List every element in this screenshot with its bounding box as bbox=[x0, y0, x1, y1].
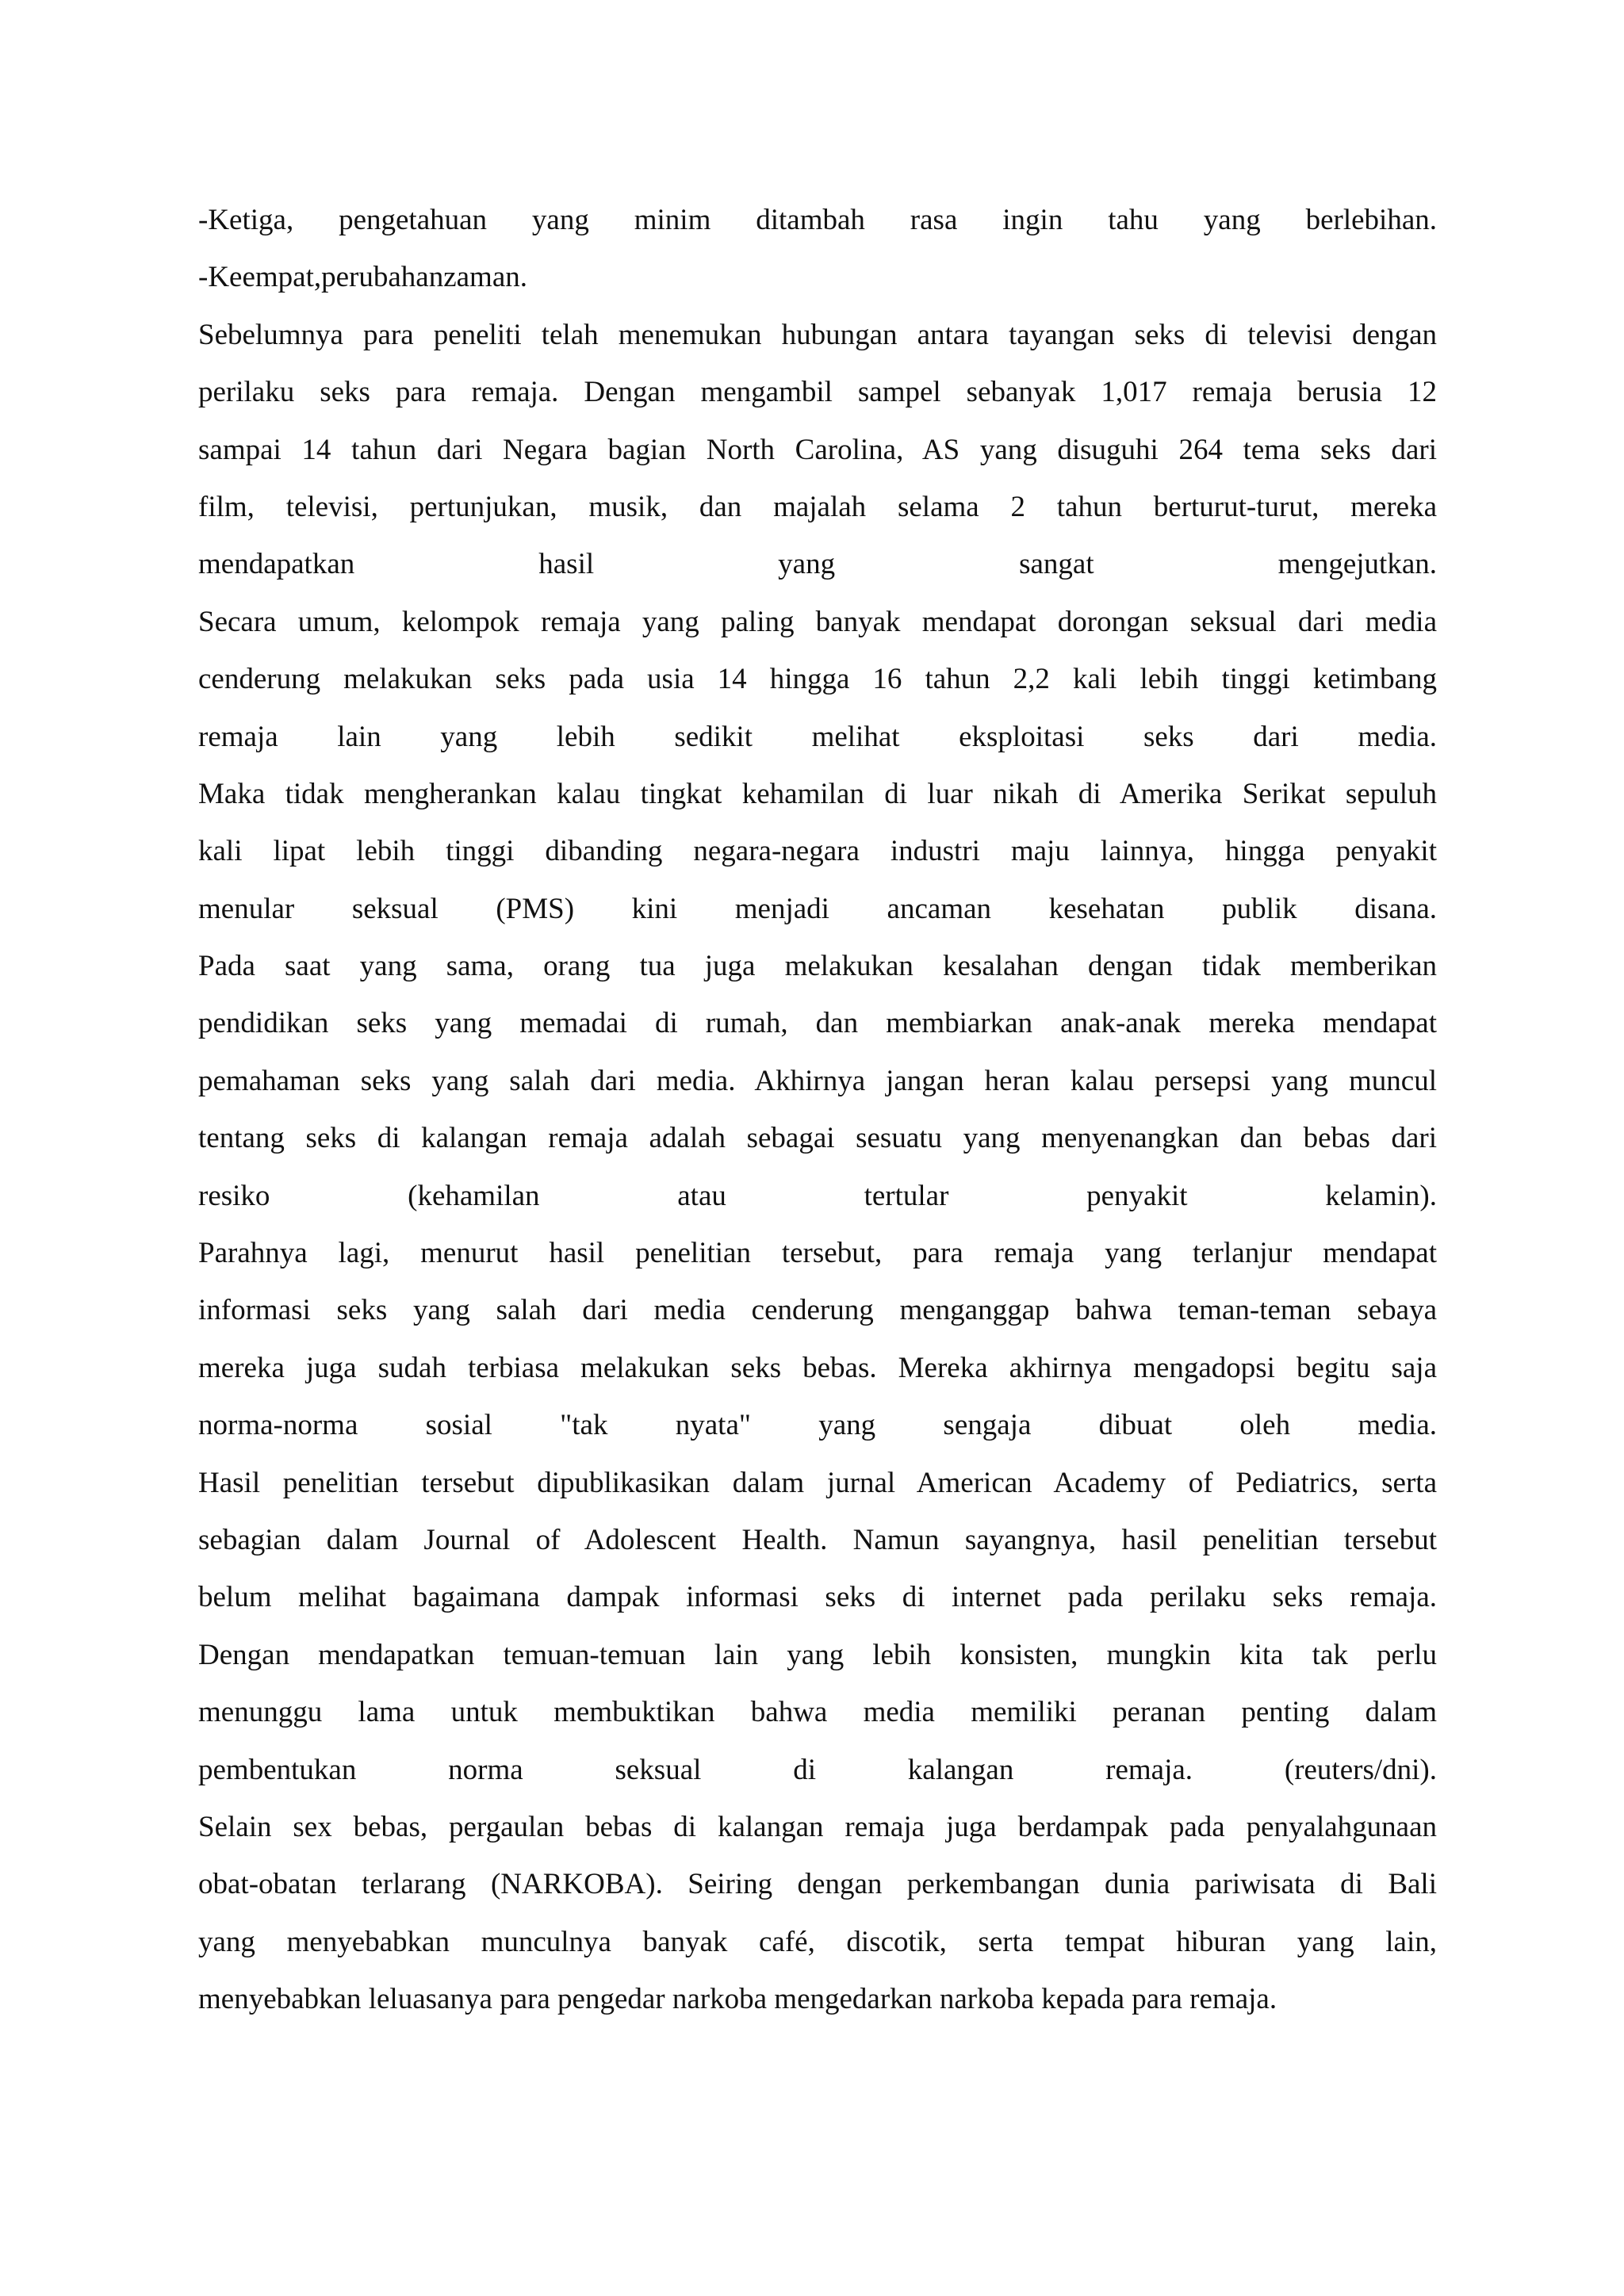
text-line: Hasil penelitian tersebut dipublikasikan dalam jurnal American Academy of Pediatrics, serta bbox=[198, 1466, 1437, 1499]
text-line: pemahaman seks yang salah dari media. Akhirnya jangan heran kalau persepsi yang muncul bbox=[198, 1064, 1437, 1097]
text-line: menunggu lama untuk membuktikan bahwa media memiliki peranan penting dalam bbox=[198, 1696, 1437, 1729]
body-text bbox=[198, 192, 1437, 2029]
text-line: -Ketiga, pengetahuan yang minim ditambah rasa ingin tahu yang berlebihan. bbox=[198, 204, 1437, 236]
text-line: mereka juga sudah terbiasa melakukan seks bebas. Mereka akhirnya mengadopsi begitu saja bbox=[198, 1351, 1437, 1384]
text-line: Dengan mendapatkan temuan-temuan lain yang lebih konsisten, mungkin kita tak perlu bbox=[198, 1638, 1437, 1671]
text-line: menyebabkan leluasanya para pengedar narkoba mengedarkan narkoba kepada para remaja. bbox=[198, 1983, 1277, 2016]
text-line: Pada saat yang sama, orang tua juga melakukan kesalahan dengan tidak memberikan bbox=[198, 950, 1437, 983]
text-line: perilaku seks para remaja. Dengan mengambil sampel sebanyak 1,017 remaja berusia 12 bbox=[198, 376, 1437, 409]
text-line: sampai 14 tahun dari Negara bagian North Carolina, AS yang disuguhi 264 tema seks dari bbox=[198, 433, 1437, 466]
text-line: informasi seks yang salah dari media cenderung menganggap bahwa teman-teman sebaya bbox=[198, 1294, 1437, 1327]
text-line: belum melihat bagaimana dampak informasi seks di internet pada perilaku seks remaja. bbox=[198, 1581, 1437, 1614]
text-line: mendapatkan hasil yang sangat mengejutkan. bbox=[198, 548, 1437, 581]
text-line: Maka tidak mengherankan kalau tingkat kehamilan di luar nikah di Amerika Serikat sepuluh bbox=[198, 777, 1437, 810]
text-line: Secara umum, kelompok remaja yang paling banyak mendapat dorongan seksual dari media bbox=[198, 605, 1437, 638]
text-line: obat-obatan terlarang (NARKOBA). Seiring dengan perkembangan dunia pariwisata di Bali bbox=[198, 1868, 1437, 1901]
text-line: Selain sex bebas, pergaulan bebas di kalangan remaja juga berdampak pada penyalahgunaan bbox=[198, 1810, 1437, 1843]
text-line: tentang seks di kalangan remaja adalah sebagai sesuatu yang menyenangkan dan bebas dari bbox=[198, 1122, 1437, 1155]
text-line: -Keempat,perubahanzaman. bbox=[198, 261, 528, 294]
text-line: Sebelumnya para peneliti telah menemukan hubungan antara tayangan seks di televisi dengan bbox=[198, 318, 1437, 351]
text-line: yang menyebabkan munculnya banyak café, discotik, serta tempat hiburan yang lain, bbox=[198, 1925, 1437, 1958]
text-line: pendidikan seks yang memadai di rumah, dan membiarkan anak-anak mereka mendapat bbox=[198, 1007, 1437, 1040]
text-line: kali lipat lebih tinggi dibanding negara-negara industri maju lainnya, hingga penyakit bbox=[198, 835, 1437, 868]
text-line: pembentukan norma seksual di kalangan remaja. (reuters/dni). bbox=[198, 1753, 1437, 1786]
text-line: norma-norma sosial "tak nyata" yang sengaja dibuat oleh media. bbox=[198, 1409, 1437, 1442]
text-line: Parahnya lagi, menurut hasil penelitian tersebut, para remaja yang terlanjur mendapat bbox=[198, 1237, 1437, 1270]
text-line: sebagian dalam Journal of Adolescent Health. Namun sayangnya, hasil penelitian tersebut bbox=[198, 1523, 1437, 1556]
text-line: film, televisi, pertunjukan, musik, dan majalah selama 2 tahun berturut-turut, mereka bbox=[198, 490, 1437, 523]
text-line: resiko (kehamilan atau tertular penyakit kelamin). bbox=[198, 1179, 1437, 1212]
text-line: menular seksual (PMS) kini menjadi ancaman kesehatan publik disana. bbox=[198, 892, 1437, 925]
text-line: cenderung melakukan seks pada usia 14 hingga 16 tahun 2,2 kali lebih tinggi ketimbang bbox=[198, 663, 1437, 696]
text-line: remaja lain yang lebih sedikit melihat eksploitasi seks dari media. bbox=[198, 720, 1437, 753]
